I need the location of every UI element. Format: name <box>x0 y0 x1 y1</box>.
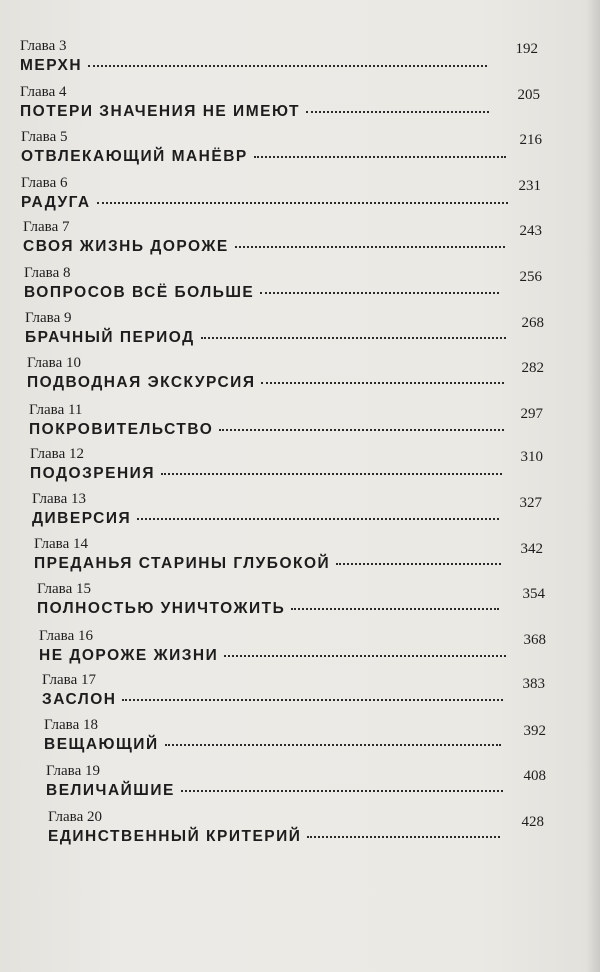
dot-leader <box>201 337 506 339</box>
dot-leader <box>97 202 508 204</box>
chapter-number: Глава 13 <box>32 491 86 507</box>
page-number: 268 <box>521 315 544 331</box>
chapter-number: Глава 15 <box>37 581 91 597</box>
toc-entry <box>29 402 543 446</box>
chapter-number: Глава 8 <box>24 265 71 281</box>
title-line <box>44 735 504 754</box>
toc-entry <box>27 355 544 399</box>
dot-leader <box>336 563 501 565</box>
title-line <box>25 328 509 347</box>
chapter-number: Глава 3 <box>20 38 67 54</box>
toc-entry <box>21 129 542 173</box>
page-number: 428 <box>521 814 544 830</box>
chapter-number: Глава 5 <box>21 129 68 145</box>
chapter-number: Глава 14 <box>34 536 88 552</box>
title-line <box>21 193 511 212</box>
title-line <box>34 554 504 573</box>
title-line <box>39 646 509 665</box>
chapter-number: Глава 9 <box>25 310 72 326</box>
toc-entry <box>42 672 545 716</box>
toc-entry <box>23 219 542 263</box>
toc-entry <box>32 491 542 535</box>
chapter-number: Глава 4 <box>20 84 67 100</box>
page-gutter-shadow <box>586 0 600 972</box>
title-line <box>21 147 509 166</box>
chapter-title: ПОДОЗРЕНИЯ <box>30 465 155 482</box>
toc-entry <box>37 581 545 625</box>
dot-leader <box>306 111 489 113</box>
page-number: 327 <box>519 495 542 511</box>
page-number: 408 <box>523 768 546 784</box>
title-line <box>30 464 505 483</box>
page-number: 192 <box>515 41 538 57</box>
title-line <box>46 781 506 800</box>
chapter-title: ПОДВОДНАЯ ЭКСКУРСИЯ <box>27 374 256 391</box>
dot-leader <box>235 246 505 248</box>
dot-leader <box>291 608 499 610</box>
page-number: 205 <box>517 87 540 103</box>
title-line <box>20 56 490 75</box>
dot-leader <box>260 292 499 294</box>
dot-leader <box>137 518 499 520</box>
title-line <box>23 237 508 256</box>
title-line <box>27 373 507 392</box>
toc-entry <box>21 175 541 219</box>
toc-entry <box>34 536 543 580</box>
title-line <box>24 283 502 302</box>
chapter-title: МЕРХН <box>20 57 83 74</box>
page-number: 282 <box>521 360 544 376</box>
chapter-title: ДИВЕРСИЯ <box>32 510 132 527</box>
dot-leader <box>224 655 506 657</box>
chapter-title: ПОЛНОСТЬЮ УНИЧТОЖИТЬ <box>37 600 286 617</box>
page-number: 310 <box>520 449 543 465</box>
toc-entry <box>39 628 546 672</box>
dot-leader <box>88 65 487 67</box>
page-number: 297 <box>520 406 543 422</box>
chapter-title: ВЕЛИЧАЙШИЕ <box>46 782 175 799</box>
page-number: 216 <box>519 132 542 148</box>
dot-leader <box>161 473 502 475</box>
chapter-title: БРАЧНЫЙ ПЕРИОД <box>25 329 195 346</box>
page-number: 354 <box>522 586 545 602</box>
chapter-title: ПОКРОВИТЕЛЬСТВО <box>29 421 214 438</box>
chapter-number: Глава 17 <box>42 672 96 688</box>
chapter-title: ВОПРОСОВ ВСЁ БОЛЬШЕ <box>24 284 255 301</box>
toc-entry <box>46 763 546 807</box>
chapter-number: Глава 6 <box>21 175 68 191</box>
chapter-number: Глава 10 <box>27 355 81 371</box>
toc-entry <box>20 84 540 128</box>
chapter-title: СВОЯ ЖИЗНЬ ДОРОЖЕ <box>23 238 229 255</box>
chapter-number: Глава 19 <box>46 763 100 779</box>
chapter-title: ПРЕДАНЬЯ СТАРИНЫ ГЛУБОКОЙ <box>34 555 331 572</box>
page-number: 231 <box>518 178 541 194</box>
dot-leader <box>261 382 504 384</box>
toc-entry <box>30 446 543 490</box>
chapter-number: Глава 7 <box>23 219 70 235</box>
chapter-number: Глава 20 <box>48 809 102 825</box>
chapter-number: Глава 11 <box>29 402 83 418</box>
title-line <box>37 599 502 618</box>
page-number: 383 <box>522 676 545 692</box>
page-number: 243 <box>519 223 542 239</box>
page-number: 392 <box>523 723 546 739</box>
chapter-title: ЕДИНСТВЕННЫЙ КРИТЕРИЙ <box>48 828 302 845</box>
dot-leader <box>254 156 506 158</box>
title-line <box>32 509 502 528</box>
dot-leader <box>181 790 503 792</box>
chapter-title: ЗАСЛОН <box>42 691 117 708</box>
chapter-title: НЕ ДОРОЖЕ ЖИЗНИ <box>39 647 219 664</box>
dot-leader <box>122 699 503 701</box>
toc-entry <box>44 717 546 761</box>
title-line <box>48 827 503 846</box>
chapter-number: Глава 12 <box>30 446 84 462</box>
toc-entry <box>48 809 544 853</box>
toc-entry <box>20 38 538 82</box>
page-number: 368 <box>523 632 546 648</box>
chapter-title: ОТВЛЕКАЮЩИЙ МАНЁВР <box>21 148 248 165</box>
toc-entry <box>25 310 544 354</box>
page-number: 256 <box>519 269 542 285</box>
page-number: 342 <box>520 541 543 557</box>
title-line <box>29 420 507 439</box>
chapter-title: РАДУГА <box>21 194 91 211</box>
chapter-title: ПОТЕРИ ЗНАЧЕНИЯ НЕ ИМЕЮТ <box>20 103 301 120</box>
title-line <box>20 102 492 121</box>
toc-entry <box>24 265 542 309</box>
chapter-title: ВЕЩАЮЩИЙ <box>44 736 159 753</box>
dot-leader <box>219 429 504 431</box>
dot-leader <box>165 744 501 746</box>
chapter-number: Глава 16 <box>39 628 93 644</box>
chapter-number: Глава 18 <box>44 717 98 733</box>
title-line <box>42 690 506 709</box>
dot-leader <box>307 836 500 838</box>
